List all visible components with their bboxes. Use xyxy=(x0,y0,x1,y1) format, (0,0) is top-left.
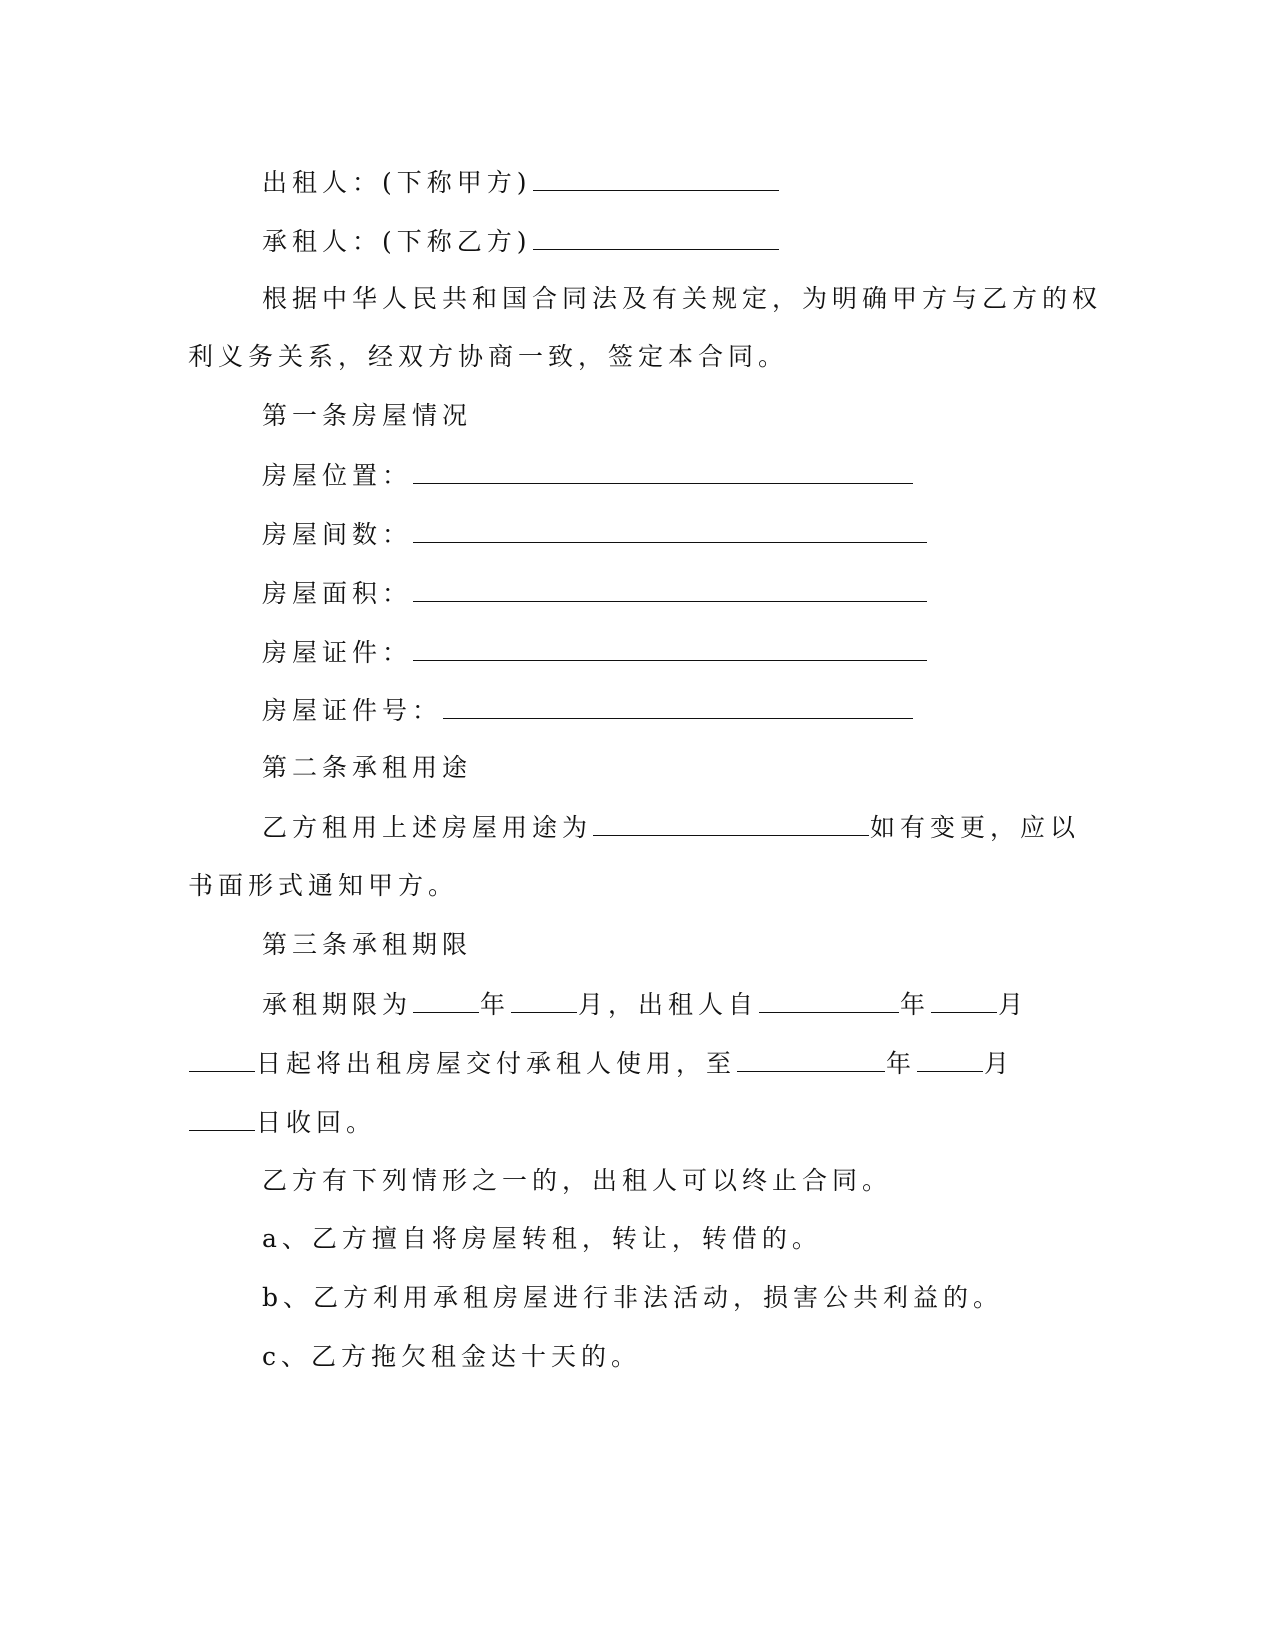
article3-line-2 xyxy=(188,1047,1014,1080)
field-certificate-number xyxy=(262,694,914,727)
article2-text: 如有变更，应以 xyxy=(870,813,1081,842)
article3-text: 年 xyxy=(480,990,511,1019)
start-day-blank[interactable] xyxy=(189,1047,255,1072)
field-area xyxy=(262,577,928,610)
termination-intro: 乙方有下列情形之一的，出租人可以终止合同。 xyxy=(262,1166,893,1195)
months-blank[interactable] xyxy=(511,988,577,1013)
end-month-blank[interactable] xyxy=(917,1047,983,1072)
termination-item-c: c、乙方拖欠租金达十天的。 xyxy=(262,1342,642,1371)
field-label: 房屋间数： xyxy=(262,520,413,549)
article3-text: 年 xyxy=(886,1049,917,1078)
field-rooms xyxy=(262,518,928,551)
field-label: 房屋证件： xyxy=(262,638,413,667)
field-blank[interactable] xyxy=(413,459,913,484)
article2-text: 乙方租用上述房屋用途为 xyxy=(262,813,593,842)
field-blank[interactable] xyxy=(413,636,927,661)
intro-line-2: 利义务关系，经双方协商一致，签定本合同。 xyxy=(188,342,789,371)
field-label: 房屋位置： xyxy=(262,461,413,490)
field-blank[interactable] xyxy=(413,577,927,602)
intro-line-1: 根据中华人民共和国合同法及有关规定，为明确甲方与乙方的权 xyxy=(262,284,1103,313)
lessor-blank[interactable] xyxy=(533,166,779,191)
start-year-blank[interactable] xyxy=(759,988,899,1013)
article3-text: 日起将出租房屋交付承租人使用，至 xyxy=(256,1049,737,1078)
article3-text: 月 xyxy=(998,990,1029,1019)
termination-item-b: b、乙方利用承租房屋进行非法活动，损害公共利益的。 xyxy=(262,1283,1004,1312)
article3-text: 日收回。 xyxy=(256,1108,377,1137)
article3-text: 月 xyxy=(984,1049,1015,1078)
article3-text: 月，出租人自 xyxy=(578,990,759,1019)
article3-line-3 xyxy=(188,1106,376,1139)
article2-title: 第二条承租用途 xyxy=(262,753,473,782)
lessee-blank[interactable] xyxy=(533,225,779,250)
years-blank[interactable] xyxy=(413,988,479,1013)
article3-line-1 xyxy=(262,988,1028,1021)
article1-title: 第一条房屋情况 xyxy=(262,401,473,430)
end-day-blank[interactable] xyxy=(189,1106,255,1131)
lessor-label: 出租人：(下称甲方) xyxy=(262,168,532,197)
end-year-blank[interactable] xyxy=(737,1047,885,1072)
field-location xyxy=(262,459,914,492)
article3-text: 年 xyxy=(900,990,931,1019)
termination-item-a: a、乙方擅自将房屋转租，转让，转借的。 xyxy=(262,1224,822,1253)
article2-line-1 xyxy=(262,811,1080,844)
lessee-line xyxy=(262,225,780,258)
usage-blank[interactable] xyxy=(593,811,869,836)
start-month-blank[interactable] xyxy=(931,988,997,1013)
lessor-line xyxy=(262,166,780,199)
field-label: 房屋证件号： xyxy=(262,696,443,725)
field-certificate xyxy=(262,636,928,669)
lessee-label: 承租人：(下称乙方) xyxy=(262,227,532,256)
field-label: 房屋面积： xyxy=(262,579,413,608)
field-blank[interactable] xyxy=(413,518,927,543)
article3-title: 第三条承租期限 xyxy=(262,930,473,959)
article3-text: 承租期限为 xyxy=(262,990,413,1019)
field-blank[interactable] xyxy=(443,694,913,719)
article2-line-2: 书面形式通知甲方。 xyxy=(188,871,459,900)
